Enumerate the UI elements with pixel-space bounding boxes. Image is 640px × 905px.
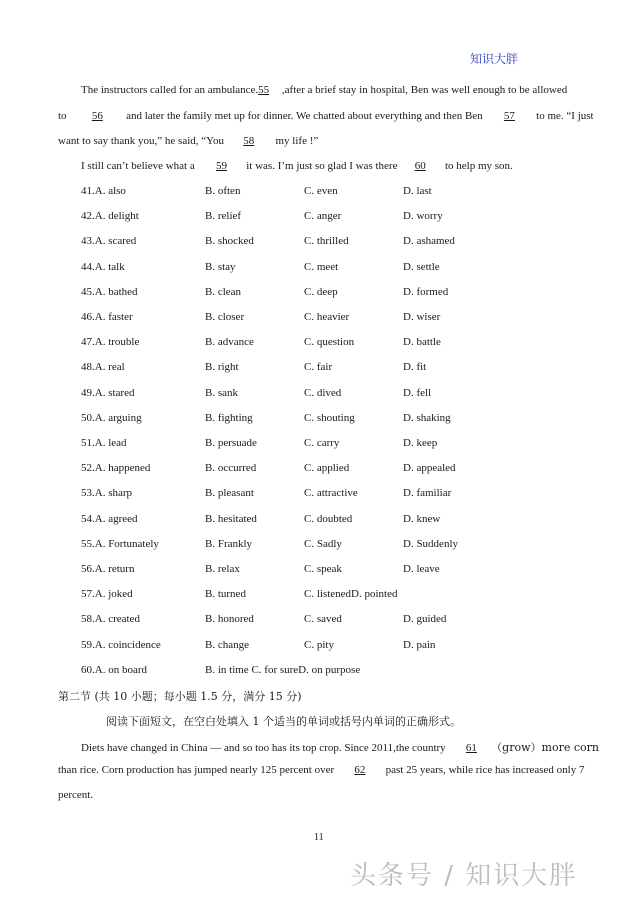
option-row	[81, 462, 581, 478]
text: Diets have changed in China — and so too has its top crop. Since 2011,the country	[81, 742, 446, 754]
option-choice: B. right	[205, 361, 239, 374]
text: than rice. Corn production has jumped nearly 125 percent over	[58, 764, 335, 776]
option-row	[81, 387, 581, 403]
text: it was. I’m just so glad I was there	[246, 160, 398, 172]
option-choice: B. turned	[205, 588, 246, 601]
option-row	[81, 412, 581, 428]
text: past 25 years, while rice has increased only 7	[385, 764, 585, 776]
option-choice: C. listenedD. pointed	[304, 588, 398, 601]
blank-56: 56	[91, 110, 103, 122]
option-choice: C. applied	[304, 462, 350, 475]
text: ,after a brief stay in hospital, Ben was well enough to be allowed	[281, 84, 568, 96]
option-choice: 59.A. coincidence	[81, 638, 161, 651]
option-row	[81, 311, 581, 327]
para2-line-1	[81, 739, 599, 755]
option-row	[81, 361, 581, 377]
option-choice: 54.A. agreed	[81, 512, 138, 525]
option-choice: 50.A. arguing	[81, 411, 142, 424]
option-row	[81, 563, 581, 579]
option-choice: 57.A. joked	[81, 588, 133, 601]
option-row	[81, 286, 581, 302]
option-row	[81, 639, 581, 655]
option-choice: B. relief	[205, 210, 242, 223]
option-row	[81, 664, 581, 680]
text: （grow）more corn	[491, 741, 599, 754]
blank-61: 61	[465, 742, 477, 754]
option-choice: D. formed	[403, 285, 449, 298]
option-choice: B. pleasant	[205, 487, 254, 500]
option-choice: C. thrilled	[304, 235, 349, 248]
option-choice: C. carry	[304, 437, 340, 449]
brand-label: 知识大胖	[470, 52, 519, 66]
option-choice: D. settle	[403, 260, 440, 273]
option-choice: 44.A. talk	[81, 260, 125, 273]
option-choice: 48.A. real	[81, 361, 125, 374]
option-choice: B. often	[205, 185, 241, 197]
passage-line-2	[58, 110, 594, 122]
page-number: 11	[314, 832, 324, 843]
option-choice: C. shouting	[304, 411, 355, 424]
option-choice: D. familiar	[403, 487, 452, 500]
text: The instructors called for an ambulance.	[81, 84, 259, 96]
option-choice: B. sank	[205, 386, 238, 399]
option-choice: B. shocked	[205, 235, 254, 248]
option-choice: B. occurred	[205, 462, 257, 475]
option-row	[81, 513, 581, 529]
option-choice: C. deep	[304, 285, 338, 298]
option-choice: C. even	[304, 185, 338, 197]
option-choice: B. honored	[205, 613, 254, 626]
option-choice: 55.A. Fortunately	[81, 537, 159, 550]
option-choice: 43.A. scared	[81, 235, 137, 248]
option-row	[81, 487, 581, 503]
blank-58: 58	[243, 135, 255, 147]
text: I still can’t believe what a	[81, 160, 195, 172]
option-choice: C. anger	[304, 210, 342, 223]
blank-55: 55	[258, 84, 270, 96]
option-choice: D. fit	[403, 361, 427, 374]
section-heading: 第二节 (共 10 小题；每小题 1.5 分，满分 15 分)	[58, 690, 302, 703]
option-choice: 51.A. lead	[81, 437, 127, 449]
option-row	[81, 185, 581, 201]
option-choice: C. attractive	[304, 487, 358, 500]
option-row	[81, 336, 581, 352]
option-choice: D. wiser	[403, 311, 441, 323]
passage-line-1	[81, 84, 567, 96]
option-choice: 46.A. faster	[81, 311, 133, 323]
blank-62: 62	[354, 764, 366, 776]
option-choice: B. Frankly	[205, 537, 253, 550]
option-choice: 41.A. also	[81, 185, 126, 197]
passage-line-4	[81, 160, 513, 172]
option-choice: D. guided	[403, 613, 447, 626]
option-choice: 56.A. return	[81, 563, 135, 575]
option-choice: C. meet	[304, 260, 339, 273]
watermark: 头条号 / 知识大胖	[350, 861, 578, 891]
option-choice: D. fell	[403, 386, 432, 399]
para2-line-3: percent.	[58, 789, 94, 801]
option-row	[81, 210, 581, 226]
blank-59: 59	[215, 160, 227, 172]
option-choice: B. advance	[205, 336, 254, 349]
option-choice: D. knew	[403, 512, 441, 525]
option-choice: D. pain	[403, 638, 436, 651]
option-row	[81, 261, 581, 277]
option-choice: D. keep	[403, 437, 438, 449]
option-choice: 58.A. created	[81, 613, 140, 626]
option-choice: D. worry	[403, 210, 443, 223]
option-choice: D. battle	[403, 336, 441, 349]
text: my life !”	[275, 135, 319, 147]
option-choice: C. fair	[304, 361, 333, 374]
text: and later the family met up for dinner. We chatted about everything and then Ben	[126, 110, 483, 122]
option-choice: C. speak	[304, 563, 342, 575]
option-row	[81, 235, 581, 251]
option-choice: B. relax	[205, 563, 240, 575]
option-choice: C. heavier	[304, 311, 350, 323]
option-choice: B. hesitated	[205, 512, 257, 525]
option-choice: D. ashamed	[403, 235, 455, 248]
passage-line-3	[58, 135, 318, 147]
text: want to say thank you,” he said, “You	[58, 135, 224, 147]
option-choice: C. saved	[304, 613, 342, 626]
option-choice: B. fighting	[205, 411, 253, 424]
option-row	[81, 437, 581, 453]
option-choice: 45.A. bathed	[81, 285, 138, 298]
option-choice: B. persuade	[205, 437, 257, 449]
option-choice: 42.A. delight	[81, 210, 139, 223]
option-choice: C. dived	[304, 386, 342, 399]
option-row	[81, 538, 581, 554]
option-choice: 53.A. sharp	[81, 487, 133, 500]
option-choice: 60.A. on board	[81, 663, 147, 676]
option-choice: 52.A. happened	[81, 462, 151, 475]
option-choice: 47.A. trouble	[81, 336, 140, 349]
option-choice: C. question	[304, 336, 355, 349]
option-choice: B. clean	[205, 285, 242, 298]
option-row	[81, 588, 581, 604]
option-choice: D. last	[403, 185, 432, 197]
option-choice: D. shaking	[403, 411, 451, 424]
section-instruction: 阅读下面短文，在空白处填入 1 个适当的单词或括号内单词的正确形式。	[106, 715, 461, 728]
option-choice: B. in time C. for sureD. on purpose	[205, 663, 361, 676]
text: to help my son.	[444, 160, 513, 172]
option-choice: D. appealed	[403, 462, 456, 475]
option-choice: C. doubted	[304, 512, 353, 525]
option-row	[81, 613, 581, 629]
text: to	[58, 110, 67, 122]
blank-60: 60	[414, 160, 426, 172]
option-choice: D. Suddenly	[403, 537, 458, 550]
option-choice: B. stay	[205, 260, 236, 273]
option-choice: 49.A. stared	[81, 386, 135, 399]
blank-57: 57	[503, 110, 515, 122]
option-choice: C. pity	[304, 638, 334, 651]
para2-line-2	[58, 764, 585, 776]
option-choice: C. Sadly	[304, 537, 342, 550]
option-choice: B. closer	[205, 311, 245, 323]
option-choice: B. change	[205, 638, 249, 651]
option-choice: D. leave	[403, 563, 440, 575]
text: to me. “I just	[536, 110, 594, 122]
